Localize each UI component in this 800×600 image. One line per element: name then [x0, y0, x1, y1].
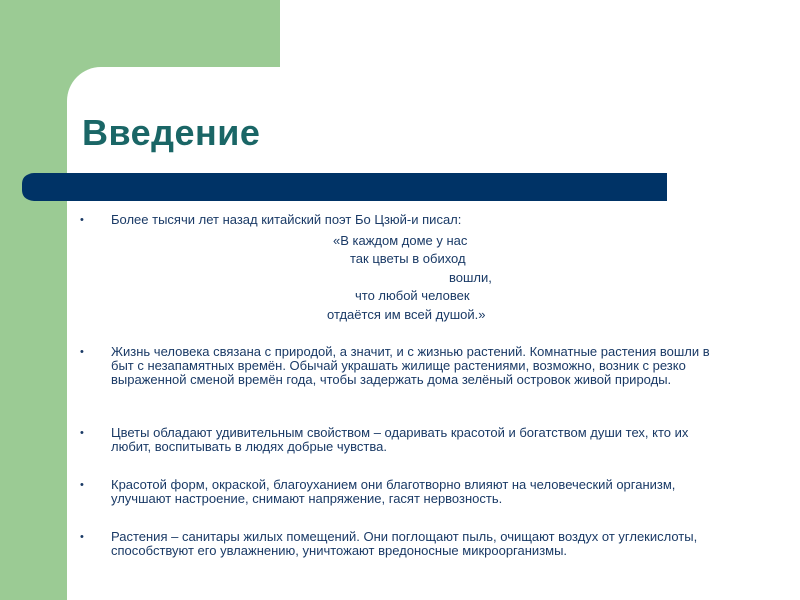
bullet-icon	[80, 214, 92, 226]
paragraph: Цветы обладают удивительным свойством – одаривать красотой и богатством души тех, кто их любит, воспитывать в людях добрые чувства.	[111, 425, 689, 454]
paragraph: Жизнь человека связана с природой, а значит, и с жизнью растений. Комнатные растения вошли в быт с незапамятных времён. Обычай украшать жилище растениями, возможно, возник с резко выраженной сменой времён года, чтобы задержать дома зелёный островок живой природы.	[111, 344, 710, 387]
slide-title: Введение	[82, 112, 261, 153]
poem-line: что любой человек	[355, 288, 470, 303]
bullet-icon	[80, 427, 92, 439]
paragraph: Красотой форм, окраской, благоуханием они благотворно влияют на человеческий организм, улучшают настроение, снимают напряжение, гасят нервозность.	[111, 477, 676, 506]
paragraph: Растения – санитары жилых помещений. Они поглощают пыль, очищают воздух от углекислоты, способствуют его увлажнению, уничтожают вредоносные микроорганизмы.	[111, 529, 698, 558]
bullet-icon	[80, 531, 92, 543]
bullet-icon	[80, 479, 92, 491]
poem-line: вошли,	[449, 270, 492, 285]
intro-text: Более тысячи лет назад китайский поэт Бо Цзюй-и писал:	[111, 212, 462, 227]
title-underline-bar	[20, 173, 667, 201]
poem-line: «В каждом доме у нас	[333, 233, 468, 248]
poem-line: отдаётся им всей душой.»	[327, 307, 486, 322]
poem-line: так цветы в обиход	[350, 251, 466, 266]
bar-accent	[20, 174, 30, 200]
bullet-icon	[80, 346, 92, 358]
green-left-strip	[0, 0, 67, 600]
